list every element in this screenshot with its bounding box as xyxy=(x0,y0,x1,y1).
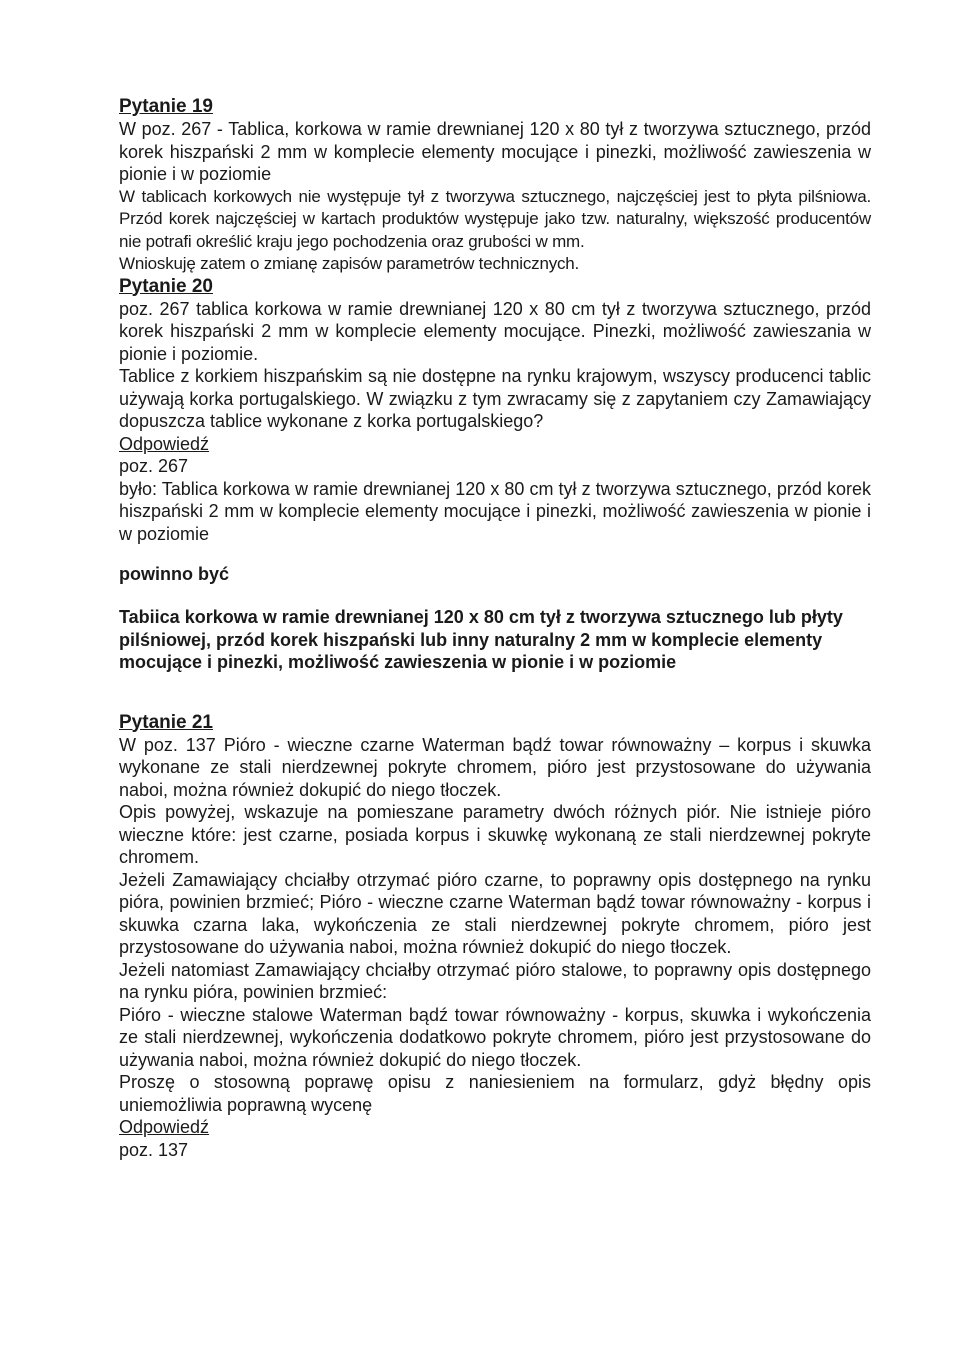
question-21-answer-ref: poz. 137 xyxy=(119,1139,189,1160)
question-19-text: W poz. 267 - Tablica, korkowa w ramie drewnianej 120 x 80 tył z tworzywa sztucznego, przód korek hiszpański 2 mm w komplecie elementy mocujące i pinezki, możliwość zawieszenia w pionie i w poziomie xyxy=(119,119,871,184)
question-21-explanation: Opis powyżej, wskazuje na pomieszane parametry dwóch różnych piór. Nie istnieje pióro wieczne które: jest czarne, posiada korpus i skuwkę wykonaną ze stali nierdzewnej pokryte chromem. xyxy=(119,802,871,867)
question-20-should-be-label: powinno być xyxy=(119,564,229,584)
question-21-steel-pen-intro: Jeżeli natomiast Zamawiający chciałby otrzymać pióro stalowe, to poprawny opis dostępnego na rynku pióra, powinien brzmieć: xyxy=(119,959,871,1002)
question-21-request: Proszę o stosowną poprawę opisu z naniesieniem na formularz, gdyż błędny opis uniemożliwia poprawną wycenę xyxy=(119,1072,871,1115)
spacer xyxy=(119,586,871,606)
question-21-steel-pen-option: Pióro - wieczne stalowe Waterman bądź towar równoważny - korpus, skuwka i wykończenia ze stali nierdzewnej, wykończenia dodatkowo pokryte chromem, pióro jest przystosowane do używania naboi, można również dokupić do niego tłoczek. xyxy=(119,1004,871,1070)
question-20-heading: Pytanie 20 xyxy=(119,275,213,297)
question-19-request: Wnioskuję zatem o zmianę zapisów parametrów technicznych. xyxy=(119,254,580,273)
question-21-heading: Pytanie 21 xyxy=(119,711,213,733)
spacer xyxy=(119,545,871,563)
question-20-question: Tablice z korkiem hiszpańskim są nie dostępne na rynku krajowym, wszyscy producenci tablic używają korka portugalskiego. W związku z tym zwracamy się z zapytaniem czy Zamawiający dopuszcza tablice wykonane z korka portugalskiego? xyxy=(119,366,871,431)
question-20-answer-label: Odpowiedź xyxy=(119,433,210,454)
question-21-black-pen-option: Jeżeli Zamawiający chciałby otrzymać pióro czarne, to poprawny opis dostępnego na rynku pióra, powinien brzmieć; Pióro - wieczne czarne Waterman bądź towar równoważny - korpus i skuwka czarna laka, wykończenia ze stali nierdzewnej pokryte chromem, pióro jest przystosowane do używania naboi, można również dokupić do niego tłoczek. xyxy=(119,869,871,957)
question-21-text: W poz. 137 Pióro - wieczne czarne Waterman bądź towar równoważny – korpus i skuwka wykonane ze stali nierdzewnej pokryte chromem, pióro jest przystosowane do używania naboi, można również dokupić do niego tłoczek. xyxy=(119,734,871,800)
question-19-explanation: W tablicach korkowych nie występuje tył z tworzywa sztucznego, najczęściej jest to płyta pilśniowa. Przód korek najczęściej w kartach produktów występuje jako tzw. naturalny, większość producentów nie potrafi określić kraju jego pochodzenia oraz grubości w mm. xyxy=(119,186,871,251)
document-page xyxy=(119,96,871,1161)
question-20-text: poz. 267 tablica korkowa w ramie drewnianej 120 x 80 cm tył z tworzywa sztucznego, przód korek hiszpański 2 mm w komplecie elementy mocujące. Pinezki, możliwość zawieszania w pionie i poziomie. xyxy=(119,298,871,364)
question-19-heading: Pytanie 19 xyxy=(119,96,213,117)
question-20-should-be-text: Tabiica korkowa w ramie drewnianej 120 x 80 cm tył z tworzywa sztucznego lub płyty pilśniowej, przód korek hiszpański lub inny naturalny 2 mm w komplecie elementy mocujące i pinezki, możliwość zawieszenia w pionie i w poziomie xyxy=(119,607,843,672)
question-21-answer-label: Odpowiedź xyxy=(119,1117,210,1137)
question-20-answer-ref: poz. 267 xyxy=(119,456,189,476)
question-20-was-text: było: Tablica korkowa w ramie drewnianej 120 x 80 cm tył z tworzywa sztucznego, przód korek hiszpański 2 mm w komplecie elementy mocujące i pinezki, możliwość zawieszenia w pionie i w poziomie xyxy=(119,478,871,544)
spacer xyxy=(119,674,871,712)
